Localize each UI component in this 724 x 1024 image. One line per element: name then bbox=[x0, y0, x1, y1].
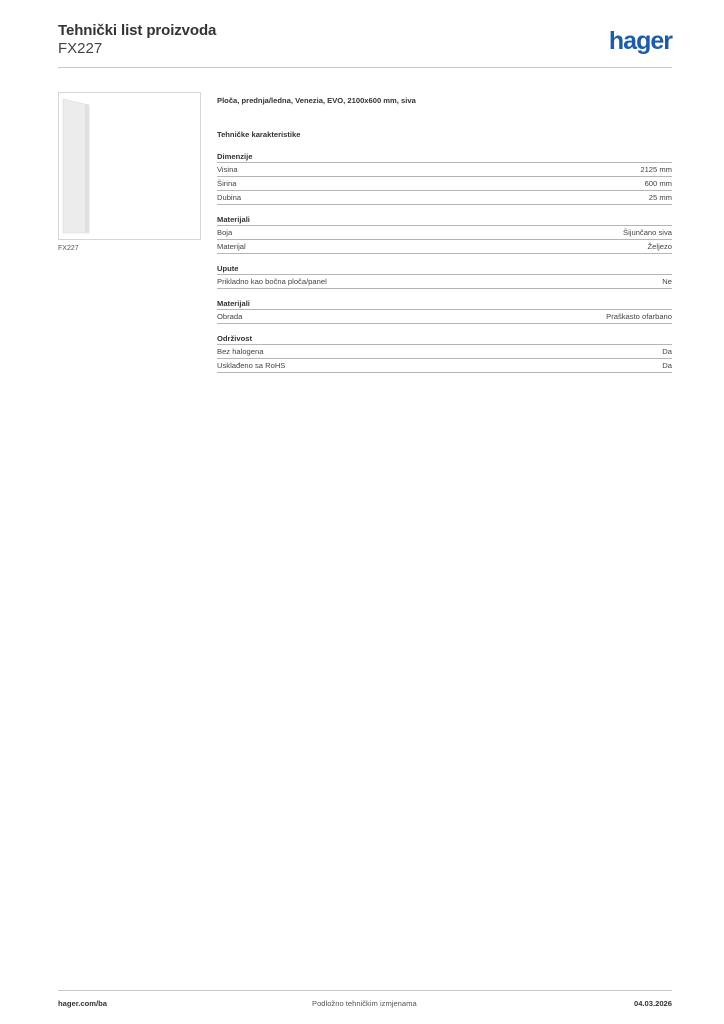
spec-value: Da bbox=[662, 361, 672, 370]
section-title: Dimenzije bbox=[217, 152, 672, 163]
spec-row bbox=[217, 275, 672, 289]
footer-website: hager.com/ba bbox=[58, 999, 107, 1008]
section-odrzivost bbox=[217, 334, 672, 373]
footer-notice: Podložno tehničkim izmjenama bbox=[312, 999, 417, 1008]
section-title: Materijali bbox=[217, 299, 672, 310]
panel-illustration-icon bbox=[59, 93, 200, 239]
spec-row bbox=[217, 345, 672, 359]
spec-value: 25 mm bbox=[648, 193, 672, 202]
spec-label: Širina bbox=[217, 179, 237, 188]
spec-value: Da bbox=[662, 347, 672, 356]
document-title: Tehnički list proizvoda bbox=[58, 22, 217, 39]
product-image bbox=[58, 92, 201, 240]
spec-label: Usklađeno sa RoHS bbox=[217, 361, 286, 370]
product-code: FX227 bbox=[58, 40, 103, 57]
logo-text: hager bbox=[608, 27, 672, 55]
section-title: Upute bbox=[217, 264, 672, 275]
spec-row bbox=[217, 163, 672, 177]
section-materijali bbox=[217, 215, 672, 254]
spec-label: Bez halogena bbox=[217, 347, 264, 356]
product-description: Ploča, prednja/ledna, Venezia, EVO, 2100x600 mm, siva bbox=[217, 96, 416, 105]
spec-label: Prikladno kao bočna ploča/panel bbox=[217, 277, 327, 286]
spec-value: Šijunčano siva bbox=[623, 228, 672, 237]
page-footer bbox=[58, 990, 672, 1008]
footer-date: 04.03.2026 bbox=[633, 999, 672, 1008]
spec-value: Praškasto ofarbano bbox=[606, 312, 672, 321]
spec-value: 2125 mm bbox=[640, 165, 672, 174]
tech-characteristics-heading: Tehničke karakteristike bbox=[217, 130, 301, 139]
spec-row bbox=[217, 226, 672, 240]
spec-label: Boja bbox=[217, 228, 233, 237]
spec-value: Ne bbox=[662, 277, 672, 286]
spec-row bbox=[217, 240, 672, 254]
section-title: Održivost bbox=[217, 334, 672, 345]
spec-row bbox=[217, 359, 672, 373]
spec-label: Obrada bbox=[217, 312, 243, 321]
spec-row bbox=[217, 310, 672, 324]
spec-label: Materijal bbox=[217, 242, 246, 251]
page-header bbox=[58, 22, 672, 68]
spec-row bbox=[217, 191, 672, 205]
section-dimenzije bbox=[217, 152, 672, 205]
section-title: Materijali bbox=[217, 215, 672, 226]
spec-value: 600 mm bbox=[644, 179, 672, 188]
spec-content bbox=[217, 96, 672, 373]
spec-label: Dubina bbox=[217, 193, 242, 202]
section-upute bbox=[217, 264, 672, 289]
spec-label: Visina bbox=[217, 165, 238, 174]
spec-row bbox=[217, 177, 672, 191]
section-materijali-obrada bbox=[217, 299, 672, 324]
image-caption: FX227 bbox=[58, 245, 79, 252]
spec-value: Željezo bbox=[647, 242, 672, 251]
